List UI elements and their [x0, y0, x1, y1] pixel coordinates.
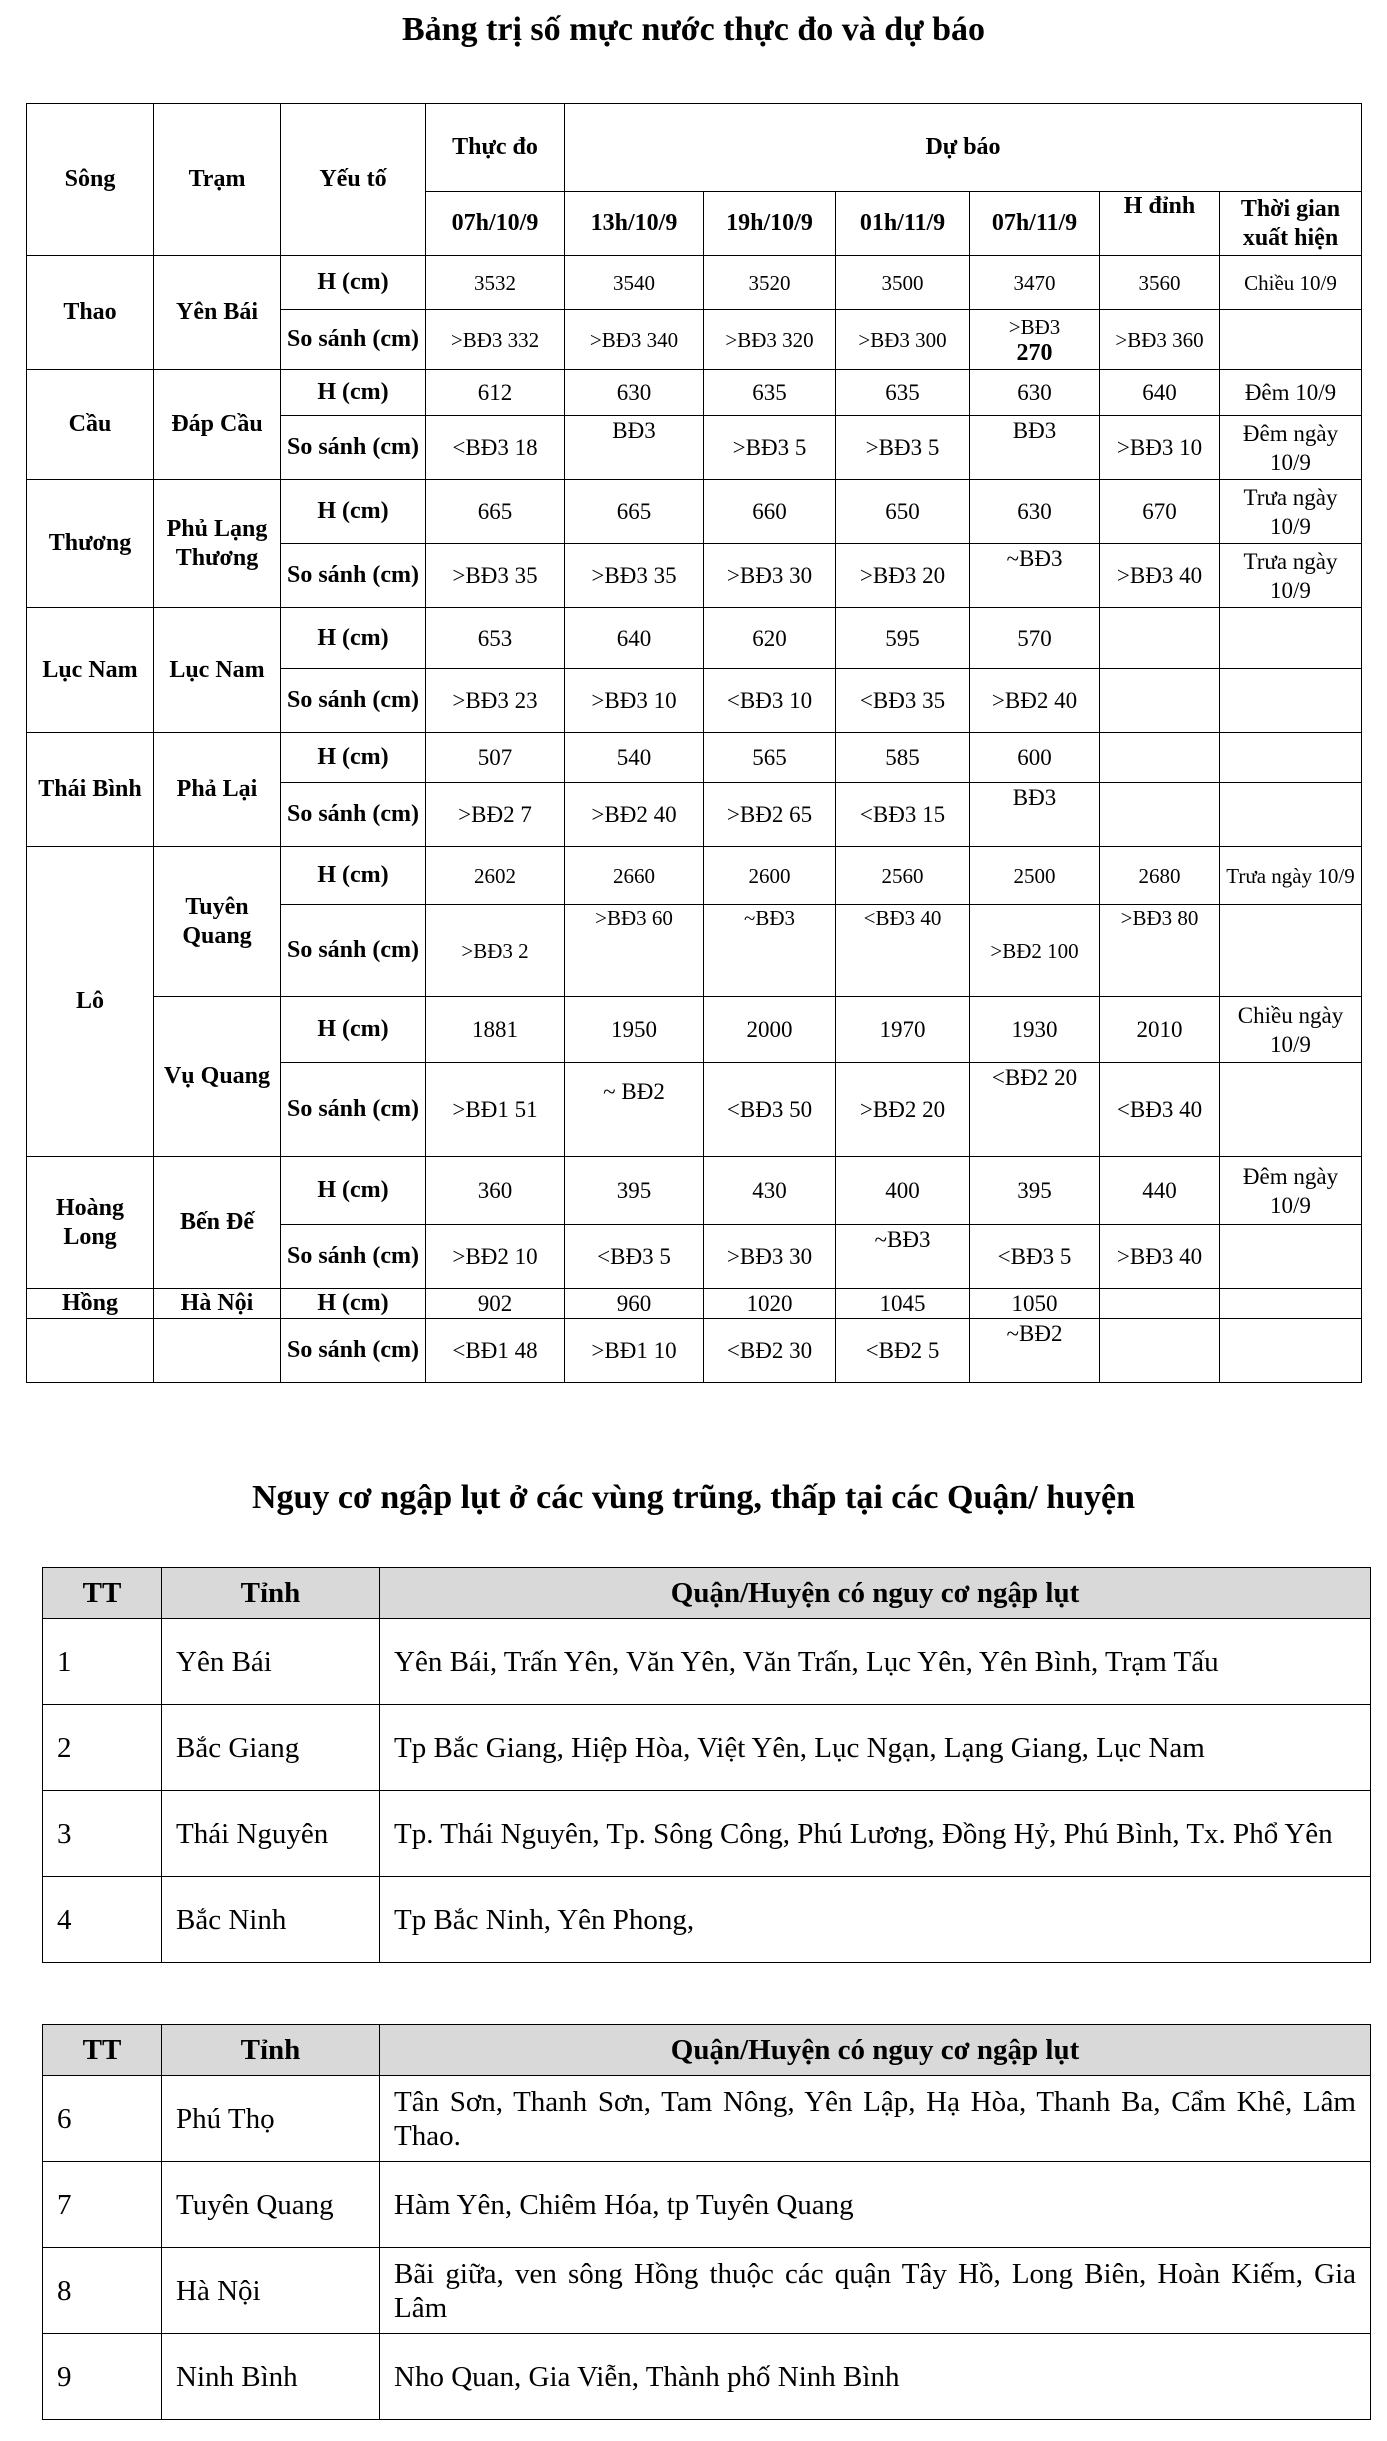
header-time: 13h/10/9 [565, 192, 704, 256]
station-name: Tuyên Quang [154, 847, 281, 997]
value-cell: >BĐ3 30 [704, 544, 836, 608]
header-quan-huyen: Quận/Huyện có nguy cơ ngập lụt [380, 2025, 1371, 2076]
header-du-bao: Dự báo [565, 104, 1362, 192]
station-name: Phủ Lạng Thương [154, 480, 281, 608]
value-cell: >BĐ3 10 [1100, 416, 1220, 480]
time-cell [1220, 310, 1362, 370]
value-cell: >BĐ3 60 [565, 905, 704, 997]
value-cell: 902 [426, 1289, 565, 1319]
value-cell: >BĐ3 40 [1100, 544, 1220, 608]
value-cell [1100, 608, 1220, 669]
header-tinh: Tỉnh [162, 2025, 380, 2076]
row-number: 3 [43, 1791, 162, 1877]
factor-label: H (cm) [281, 370, 426, 416]
value-cell: 3470 [970, 256, 1100, 310]
time-cell [1220, 1289, 1362, 1319]
value-cell: ~BĐ3 [836, 1225, 970, 1289]
value-cell: 565 [704, 733, 836, 783]
row-number: 8 [43, 2248, 162, 2334]
river-name: Hồng [27, 1289, 154, 1319]
factor-label: So sánh (cm) [281, 783, 426, 847]
value-cell: >BĐ1 10 [565, 1319, 704, 1383]
value-cell: 1930 [970, 997, 1100, 1063]
station-name: Bến Đế [154, 1157, 281, 1289]
value-cell: <BĐ1 48 [426, 1319, 565, 1383]
header-time: 01h/11/9 [836, 192, 970, 256]
header-time: 07h/10/9 [426, 192, 565, 256]
water-level-table-title: Bảng trị số mực nước thực đo và dự báo [401, 11, 986, 48]
table-row [43, 1877, 1371, 1963]
factor-label: So sánh (cm) [281, 905, 426, 997]
value-cell: 665 [426, 480, 565, 544]
flood-risk-title: Nguy cơ ngập lụt ở các vùng trũng, thấp tại các Quận/ huyện [251, 1479, 1136, 1516]
header-tram: Trạm [154, 104, 281, 256]
value-cell: 960 [565, 1289, 704, 1319]
value-cell: >BĐ3 340 [565, 310, 704, 370]
river-name: Lô [27, 847, 154, 1157]
value-cell: 1020 [704, 1289, 836, 1319]
station-name: Hà Nội [154, 1289, 281, 1319]
factor-label: H (cm) [281, 608, 426, 669]
flood-risk-table-2 [42, 2024, 1371, 2420]
row-number: 2 [43, 1705, 162, 1791]
table-row [43, 1791, 1371, 1877]
value-cell: 670 [1100, 480, 1220, 544]
factor-label: H (cm) [281, 997, 426, 1063]
value-cell [1100, 669, 1220, 733]
time-cell: Trưa ngày 10/9 [1220, 480, 1362, 544]
district-list: Tân Sơn, Thanh Sơn, Tam Nông, Yên Lập, Hạ Hòa, Thanh Ba, Cẩm Khê, Lâm Thao. [380, 2076, 1371, 2162]
time-cell [1220, 1225, 1362, 1289]
value-cell: 585 [836, 733, 970, 783]
value-cell: >BĐ3 20 [836, 544, 970, 608]
value-cell: 630 [970, 370, 1100, 416]
value-cell: >BĐ3 23 [426, 669, 565, 733]
value-cell: >BĐ3 360 [1100, 310, 1220, 370]
province-name: Yên Bái [162, 1619, 380, 1705]
value-cell: 440 [1100, 1157, 1220, 1225]
station-name: Đáp Cầu [154, 370, 281, 480]
flood-risk-table-1 [42, 1567, 1371, 1963]
factor-label: So sánh (cm) [281, 1063, 426, 1157]
value-cell: ~BĐ3 [704, 905, 836, 997]
row-number: 9 [43, 2334, 162, 2420]
river-name: Hoàng Long [27, 1157, 154, 1289]
value-cell: >BĐ3 5 [704, 416, 836, 480]
value-cell: 1970 [836, 997, 970, 1063]
value-cell: 620 [704, 608, 836, 669]
value-cell: ~BĐ3 [970, 544, 1100, 608]
value-cell: 630 [565, 370, 704, 416]
value-cell-bold: 270 [1016, 339, 1053, 366]
value-cell: >BĐ2 40 [970, 669, 1100, 733]
value-cell: >BĐ3 40 [1100, 1225, 1220, 1289]
value-cell: 2010 [1100, 997, 1220, 1063]
river-name: Lục Nam [27, 608, 154, 733]
factor-label: So sánh (cm) [281, 669, 426, 733]
value-cell: <BĐ3 18 [426, 416, 565, 480]
value-cell: 2500 [970, 847, 1100, 905]
value-cell: 595 [836, 608, 970, 669]
value-cell: 3560 [1100, 256, 1220, 310]
time-cell [1220, 905, 1362, 997]
value-cell: 2602 [426, 847, 565, 905]
value-cell: ~BĐ2 [970, 1319, 1100, 1383]
time-cell: Trưa ngày 10/9 [1220, 544, 1362, 608]
value-cell: 2680 [1100, 847, 1220, 905]
district-list: Hàm Yên, Chiêm Hóa, tp Tuyên Quang [380, 2162, 1371, 2248]
value-cell: >BĐ3 2 [426, 905, 565, 997]
value-cell: >BĐ1 51 [426, 1063, 565, 1157]
value-cell: >BĐ3 35 [565, 544, 704, 608]
table-row [43, 2076, 1371, 2162]
station-name: Phả Lại [154, 733, 281, 847]
district-list: Tp Bắc Giang, Hiệp Hòa, Việt Yên, Lục Ngạn, Lạng Giang, Lục Nam [380, 1705, 1371, 1791]
header-time: 19h/10/9 [704, 192, 836, 256]
factor-label: So sánh (cm) [281, 1225, 426, 1289]
value-cell: 2600 [704, 847, 836, 905]
header-time: 07h/11/9 [970, 192, 1100, 256]
value-cell: 640 [1100, 370, 1220, 416]
value-cell: 1950 [565, 997, 704, 1063]
value-cell: 1050 [970, 1289, 1100, 1319]
value-cell: >BĐ2 10 [426, 1225, 565, 1289]
factor-label: H (cm) [281, 733, 426, 783]
value-cell: >BĐ2 100 [970, 905, 1100, 997]
header-song: Sông [27, 104, 154, 256]
value-cell [1100, 1319, 1220, 1383]
row-number: 7 [43, 2162, 162, 2248]
river-name: Cầu [27, 370, 154, 480]
value-cell: 360 [426, 1157, 565, 1225]
value-cell: 653 [426, 608, 565, 669]
time-cell: Đêm 10/9 [1220, 370, 1362, 416]
factor-label: H (cm) [281, 480, 426, 544]
factor-label: H (cm) [281, 256, 426, 310]
district-list: Tp. Thái Nguyên, Tp. Sông Công, Phú Lương, Đồng Hỷ, Phú Bình, Tx. Phổ Yên [380, 1791, 1371, 1877]
river-name: Thao [27, 256, 154, 370]
river-name: Thái Bình [27, 733, 154, 847]
province-name: Bắc Ninh [162, 1877, 380, 1963]
value-cell: 612 [426, 370, 565, 416]
factor-label: So sánh (cm) [281, 1319, 426, 1383]
value-cell: <BĐ3 35 [836, 669, 970, 733]
station-name: Vụ Quang [154, 997, 281, 1157]
table-row [43, 2248, 1371, 2334]
time-cell: Chiều 10/9 [1220, 256, 1362, 310]
value-cell: 2000 [704, 997, 836, 1063]
row-number: 1 [43, 1619, 162, 1705]
district-list: Nho Quan, Gia Viễn, Thành phố Ninh Bình [380, 2334, 1371, 2420]
province-name: Thái Nguyên [162, 1791, 380, 1877]
value-cell [970, 310, 1100, 370]
time-cell [1220, 608, 1362, 669]
value-cell: <BĐ3 50 [704, 1063, 836, 1157]
value-cell: >BĐ2 65 [704, 783, 836, 847]
table-row [43, 2162, 1371, 2248]
value-cell: 600 [970, 733, 1100, 783]
value-cell: 400 [836, 1157, 970, 1225]
empty-cell [27, 1319, 154, 1383]
value-cell: 395 [970, 1157, 1100, 1225]
value-cell: >BĐ3 320 [704, 310, 836, 370]
header-h-dinh: H đỉnh [1100, 192, 1220, 256]
station-name: Lục Nam [154, 608, 281, 733]
value-cell: 660 [704, 480, 836, 544]
value-cell [1100, 783, 1220, 847]
header-tinh: Tỉnh [162, 1568, 380, 1619]
factor-label: So sánh (cm) [281, 416, 426, 480]
value-cell: <BĐ3 5 [970, 1225, 1100, 1289]
value-cell: <BĐ3 15 [836, 783, 970, 847]
value-cell: <BĐ3 40 [1100, 1063, 1220, 1157]
province-name: Ninh Bình [162, 2334, 380, 2420]
value-cell: 430 [704, 1157, 836, 1225]
time-cell: Chiều ngày 10/9 [1220, 997, 1362, 1063]
value-cell [1100, 1289, 1220, 1319]
value-cell: ~ BĐ2 [565, 1063, 704, 1157]
district-list: Tp Bắc Ninh, Yên Phong, [380, 1877, 1371, 1963]
time-cell [1220, 1319, 1362, 1383]
time-cell [1220, 1063, 1362, 1157]
value-cell: >BĐ3 80 [1100, 905, 1220, 997]
time-cell [1220, 669, 1362, 733]
factor-label: H (cm) [281, 1289, 426, 1319]
value-cell: 635 [836, 370, 970, 416]
value-cell: >BĐ2 20 [836, 1063, 970, 1157]
header-yeu-to: Yếu tố [281, 104, 426, 256]
value-cell: <BĐ2 5 [836, 1319, 970, 1383]
factor-label: H (cm) [281, 847, 426, 905]
value-cell: <BĐ3 40 [836, 905, 970, 997]
time-cell: Đêm ngày 10/9 [1220, 1157, 1362, 1225]
value-cell-line: >BĐ3 [1008, 314, 1061, 339]
value-cell: 635 [704, 370, 836, 416]
table-row [43, 2334, 1371, 2420]
factor-label: H (cm) [281, 1157, 426, 1225]
province-name: Hà Nội [162, 2248, 380, 2334]
district-list: Bãi giữa, ven sông Hồng thuộc các quận Tây Hồ, Long Biên, Hoàn Kiếm, Gia Lâm [380, 2248, 1371, 2334]
value-cell: 665 [565, 480, 704, 544]
header-tt: TT [43, 2025, 162, 2076]
value-cell: 3532 [426, 256, 565, 310]
header-thuc-do: Thực đo [426, 104, 565, 192]
value-cell: 2560 [836, 847, 970, 905]
value-cell: BĐ3 [565, 416, 704, 480]
value-cell: 540 [565, 733, 704, 783]
value-cell: 3540 [565, 256, 704, 310]
value-cell: >BĐ3 10 [565, 669, 704, 733]
province-name: Bắc Giang [162, 1705, 380, 1791]
time-cell [1220, 783, 1362, 847]
value-cell: <BĐ2 30 [704, 1319, 836, 1383]
district-list: Yên Bái, Trấn Yên, Văn Yên, Văn Trấn, Lục Yên, Yên Bình, Trạm Tấu [380, 1619, 1371, 1705]
header-tt: TT [43, 1568, 162, 1619]
water-level-table [26, 103, 1362, 1383]
value-cell: 395 [565, 1157, 704, 1225]
value-cell: 650 [836, 480, 970, 544]
value-cell: >BĐ2 7 [426, 783, 565, 847]
value-cell: >BĐ3 35 [426, 544, 565, 608]
value-cell: 640 [565, 608, 704, 669]
time-cell: Đêm ngày 10/9 [1220, 416, 1362, 480]
province-name: Phú Thọ [162, 2076, 380, 2162]
value-cell: >BĐ3 30 [704, 1225, 836, 1289]
value-cell: <BĐ3 10 [704, 669, 836, 733]
header-thoi-gian: Thời gian xuất hiện [1220, 192, 1362, 256]
station-name: Yên Bái [154, 256, 281, 370]
empty-cell [154, 1319, 281, 1383]
value-cell: >BĐ3 5 [836, 416, 970, 480]
value-cell: 570 [970, 608, 1100, 669]
value-cell: 630 [970, 480, 1100, 544]
value-cell: <BĐ2 20 [970, 1063, 1100, 1157]
factor-label: So sánh (cm) [281, 310, 426, 370]
table-row [43, 1619, 1371, 1705]
value-cell: BĐ3 [970, 783, 1100, 847]
value-cell: 1045 [836, 1289, 970, 1319]
river-name: Thương [27, 480, 154, 608]
value-cell: >BĐ3 332 [426, 310, 565, 370]
header-quan-huyen: Quận/Huyện có nguy cơ ngập lụt [380, 1568, 1371, 1619]
value-cell: <BĐ3 5 [565, 1225, 704, 1289]
value-cell: 1881 [426, 997, 565, 1063]
time-cell: Trưa ngày 10/9 [1220, 847, 1362, 905]
value-cell: 3520 [704, 256, 836, 310]
value-cell: 2660 [565, 847, 704, 905]
factor-label: So sánh (cm) [281, 544, 426, 608]
time-cell [1220, 733, 1362, 783]
province-name: Tuyên Quang [162, 2162, 380, 2248]
value-cell: >BĐ2 40 [565, 783, 704, 847]
value-cell: 3500 [836, 256, 970, 310]
value-cell: BĐ3 [970, 416, 1100, 480]
value-cell: >BĐ3 300 [836, 310, 970, 370]
table-row [43, 1705, 1371, 1791]
value-cell [1100, 733, 1220, 783]
row-number: 6 [43, 2076, 162, 2162]
row-number: 4 [43, 1877, 162, 1963]
value-cell: 507 [426, 733, 565, 783]
